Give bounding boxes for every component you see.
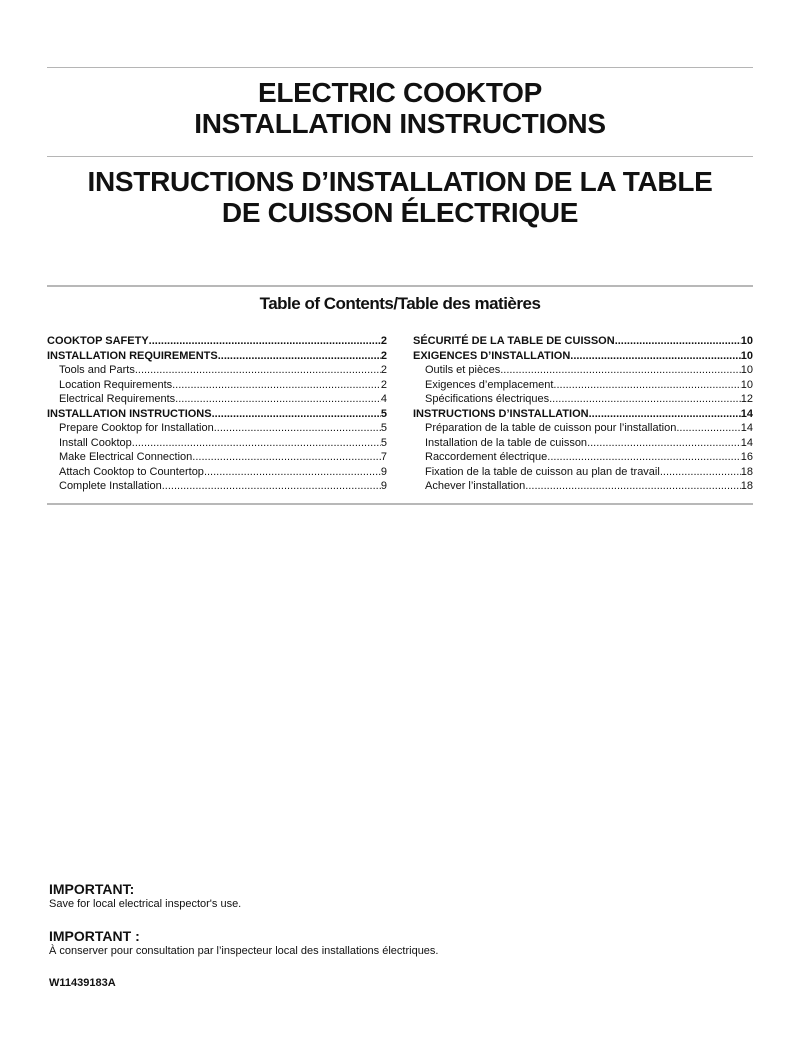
toc-entry-page: 14 (740, 407, 753, 420)
toc-entry-leader (660, 465, 741, 480)
toc-entry-leader (553, 378, 740, 393)
important-english-text: Save for local electrical inspector's use. (49, 898, 242, 910)
toc-entry-page: 2 (380, 364, 387, 376)
toc-entry[interactable] (47, 392, 387, 407)
toc-entry[interactable] (47, 334, 387, 349)
toc-entry-leader (218, 349, 381, 364)
toc-entry[interactable] (47, 465, 387, 480)
toc-entry-label: Outils et pièces (425, 364, 501, 376)
toc-entry-label: INSTRUCTIONS D’INSTALLATION (413, 407, 589, 420)
toc-heading: Table of Contents/Table des matières (259, 294, 541, 313)
toc-entry-label: Raccordement électrique (425, 451, 548, 463)
toc-entry-label: INSTALLATION REQUIREMENTS (47, 349, 218, 362)
toc-entry-label: Complete Installation (59, 480, 162, 492)
toc-entry-page: 14 (740, 436, 753, 449)
top-rule (47, 67, 753, 68)
toc-entry-leader (615, 334, 741, 349)
toc-entry-leader (589, 407, 741, 422)
toc-entry-leader (204, 465, 381, 480)
toc-entry[interactable] (413, 407, 753, 422)
toc-entry-page: 2 (380, 378, 387, 391)
toc-entry-page: 9 (380, 465, 387, 478)
title-english (47, 77, 753, 139)
toc-entry-page: 12 (740, 393, 753, 405)
toc-entry-page: 18 (740, 480, 753, 492)
toc-entry[interactable] (47, 421, 387, 436)
toc-entry-page: 7 (380, 451, 387, 463)
toc-entry-label: Préparation de la table de cuisson pour l’installation (425, 422, 677, 434)
toc-entry[interactable] (413, 349, 753, 364)
toc-entry-leader (500, 363, 741, 378)
toc-entry[interactable] (47, 378, 387, 393)
toc-entry-leader (132, 436, 381, 451)
toc-entry-label: Fixation de la table de cuisson au plan de travail (425, 465, 660, 478)
toc-entry-label: Location Requirements (59, 378, 173, 391)
toc-entry[interactable] (413, 450, 753, 465)
toc-entry-label: EXIGENCES D’INSTALLATION (413, 349, 571, 362)
toc-entry[interactable] (47, 363, 387, 378)
toc-entry[interactable] (413, 334, 753, 349)
title-french (47, 166, 753, 228)
toc-entry-label: Tools and Parts (59, 364, 135, 376)
toc-entry-leader (547, 450, 740, 465)
toc-entry-leader (175, 392, 381, 407)
toc-entry-leader (192, 450, 381, 465)
toc-entry-page: 5 (380, 422, 387, 434)
toc-entry-leader (135, 363, 381, 378)
toc-entry-label: Achever l’installation (425, 480, 526, 492)
toc-entry-label: Spécifications électriques (425, 393, 550, 405)
toc-entry[interactable] (47, 407, 387, 422)
toc-entry-leader (212, 407, 381, 422)
title-french-line1: INSTRUCTIONS D’INSTALLATION DE LA TABLE (87, 166, 713, 197)
toc-entry-leader (549, 392, 741, 407)
toc-entry-label: INSTALLATION INSTRUCTIONS (47, 407, 212, 420)
document-number: W11439183A (49, 977, 116, 989)
toc-entry-label: Installation de la table de cuisson (425, 436, 588, 449)
toc-entry-label: COOKTOP SAFETY (47, 335, 149, 347)
toc-entry[interactable] (47, 436, 387, 451)
toc-entry-page: 5 (380, 407, 387, 420)
toc-entry-page: 4 (380, 393, 387, 405)
toc-entry[interactable] (413, 421, 753, 436)
toc-entry-leader (162, 479, 381, 494)
toc-entry-page: 9 (380, 480, 387, 492)
toc-entry-leader (214, 421, 381, 436)
toc-entry[interactable] (413, 378, 753, 393)
toc-entry-page: 10 (740, 378, 753, 391)
toc-entry[interactable] (47, 479, 387, 494)
toc-entry[interactable] (413, 479, 753, 494)
toc-entry[interactable] (47, 349, 387, 364)
toc-entry[interactable] (413, 392, 753, 407)
toc-entry-label: Install Cooktop (59, 436, 132, 449)
toc-entry-label: SÉCURITÉ DE LA TABLE DE CUISSON (413, 335, 615, 347)
toc-entry-leader (587, 436, 741, 451)
toc-entry-label: Exigences d’emplacement (425, 378, 554, 391)
toc-column-french (413, 334, 753, 494)
toc-top-rule (47, 285, 753, 287)
toc-entry-label: Electrical Requirements (59, 393, 176, 405)
toc-entry-label: Prepare Cooktop for Installation (59, 422, 214, 434)
toc-entry-page: 18 (740, 465, 753, 478)
toc-entry-page: 5 (380, 436, 387, 449)
title-divider (47, 156, 753, 157)
toc-entry-page: 10 (740, 364, 753, 376)
important-french (49, 928, 439, 958)
title-english-line2: INSTALLATION INSTRUCTIONS (194, 108, 606, 139)
toc-entry[interactable] (413, 436, 753, 451)
important-english (49, 881, 241, 911)
toc-entry-page: 16 (740, 451, 753, 463)
toc-entry-page: 2 (380, 335, 387, 347)
toc-entry-leader (676, 421, 740, 436)
toc-entry[interactable] (413, 465, 753, 480)
toc-entry-page: 10 (740, 335, 753, 347)
toc-entry-leader (570, 349, 740, 364)
toc-entry[interactable] (413, 363, 753, 378)
title-french-line2: DE CUISSON ÉLECTRIQUE (221, 197, 579, 228)
important-english-heading: IMPORTANT: (49, 881, 135, 897)
important-french-text: À conserver pour consultation par l’inspecteur local des installations électriques. (49, 945, 439, 957)
toc-entry-leader (149, 334, 381, 349)
toc-entry-label: Make Electrical Connection (59, 451, 193, 463)
toc-entry-page: 2 (380, 349, 387, 362)
toc-entry-leader (172, 378, 381, 393)
toc-entry-page: 10 (740, 349, 753, 362)
title-english-line1: ELECTRIC COOKTOP (257, 77, 543, 108)
important-french-heading: IMPORTANT : (49, 928, 140, 944)
toc-entry-page: 14 (740, 422, 753, 434)
toc-bottom-rule (47, 503, 753, 505)
toc-entry-label: Attach Cooktop to Countertop (59, 465, 204, 478)
toc-column-english (47, 334, 387, 494)
toc-entry[interactable] (47, 450, 387, 465)
toc-entry-leader (525, 479, 740, 494)
